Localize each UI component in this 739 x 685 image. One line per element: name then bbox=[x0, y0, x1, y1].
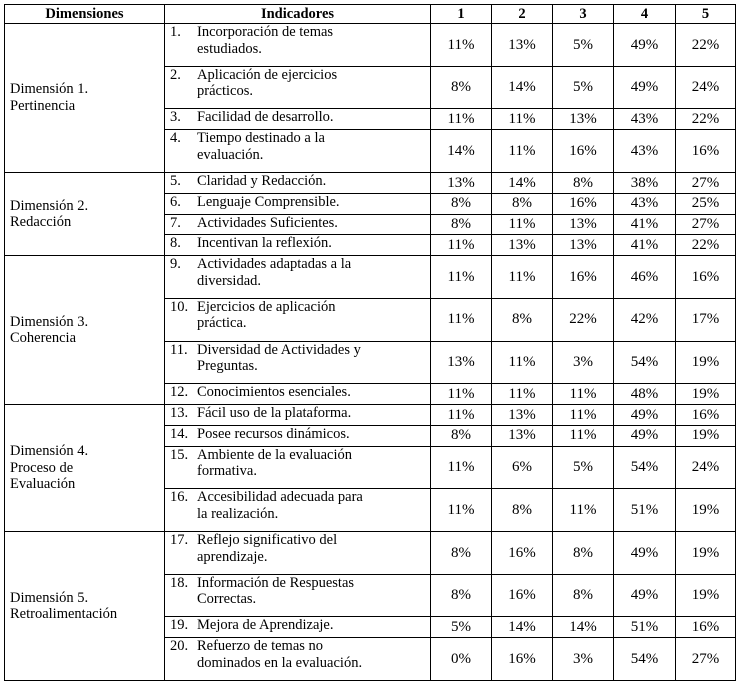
percentage-cell: 5% bbox=[431, 617, 492, 638]
indicator-text bbox=[197, 194, 425, 211]
percentage-cell: 16% bbox=[492, 532, 553, 575]
table-row bbox=[5, 256, 736, 299]
percentage-cell: 11% bbox=[492, 384, 553, 405]
table-row bbox=[5, 405, 736, 426]
header-cell: 1 bbox=[431, 5, 492, 24]
percentage-cell: 13% bbox=[553, 109, 614, 130]
indicator-number: 11. bbox=[170, 341, 188, 358]
percentage-cell: 11% bbox=[431, 384, 492, 405]
percentage-cell: 11% bbox=[492, 256, 553, 299]
percentage-cell: 8% bbox=[431, 425, 492, 446]
percentage-cell: 54% bbox=[614, 446, 676, 489]
percentage-cell: 3% bbox=[553, 638, 614, 681]
percentage-cell: 8% bbox=[553, 172, 614, 193]
indicator-number: 14. bbox=[170, 425, 189, 442]
indicator-text bbox=[197, 426, 425, 443]
dimension-label bbox=[5, 172, 165, 255]
indicator-text bbox=[197, 405, 425, 422]
indicator-text-line: evaluación. bbox=[197, 146, 264, 163]
indicator-number: 9. bbox=[170, 256, 181, 273]
percentage-cell: 13% bbox=[492, 425, 553, 446]
indicator-text-line: práctica. bbox=[197, 315, 247, 332]
table-body bbox=[5, 24, 736, 681]
indicator-text-line: Preguntas. bbox=[197, 358, 258, 374]
percentage-cell: 3% bbox=[553, 341, 614, 384]
indicator-text bbox=[197, 489, 425, 522]
table-row bbox=[5, 172, 736, 193]
percentage-cell: 14% bbox=[492, 617, 553, 638]
indicator-text-line: Actividades adaptadas a la bbox=[197, 256, 352, 273]
percentage-cell: 27% bbox=[676, 172, 736, 193]
percentage-cell: 49% bbox=[614, 405, 676, 426]
percentage-cell: 49% bbox=[614, 425, 676, 446]
indicator-text bbox=[197, 447, 425, 480]
indicator-text bbox=[197, 256, 425, 289]
indicator-text-line: Actividades Suficientes. bbox=[197, 214, 338, 231]
indicator-text-line: prácticos. bbox=[197, 83, 253, 100]
percentage-cell: 24% bbox=[676, 66, 736, 109]
percentage-cell: 22% bbox=[676, 24, 736, 67]
percentage-cell: 11% bbox=[553, 489, 614, 532]
percentage-cell: 11% bbox=[553, 384, 614, 405]
percentage-cell: 14% bbox=[553, 617, 614, 638]
percentage-cell: 54% bbox=[614, 638, 676, 681]
indicator-text-line: Información de Respuestas bbox=[197, 574, 355, 591]
indicator-cell bbox=[165, 130, 431, 173]
indicator-text bbox=[197, 532, 425, 565]
percentage-cell: 49% bbox=[614, 66, 676, 109]
indicator-text-line: Ambiente de la evaluación bbox=[197, 446, 353, 463]
percentage-cell: 6% bbox=[492, 446, 553, 489]
survey-results-table bbox=[4, 4, 736, 681]
indicator-cell bbox=[165, 109, 431, 130]
percentage-cell: 11% bbox=[492, 130, 553, 173]
percentage-cell: 8% bbox=[431, 66, 492, 109]
percentage-cell: 11% bbox=[492, 214, 553, 235]
indicator-cell bbox=[165, 532, 431, 575]
indicator-text-line: Reflejo significativo del bbox=[197, 532, 338, 548]
indicator-cell bbox=[165, 425, 431, 446]
indicator-text-line: Posee recursos dinámicos. bbox=[197, 425, 350, 442]
dimension-label-line: Retroalimentación bbox=[10, 606, 118, 622]
percentage-cell: 49% bbox=[614, 24, 676, 67]
percentage-cell: 19% bbox=[676, 489, 736, 532]
indicator-text-line: Diversidad de Actividades y bbox=[197, 341, 361, 358]
indicator-number: 10. bbox=[170, 298, 189, 315]
table-row bbox=[5, 532, 736, 575]
percentage-cell: 5% bbox=[553, 446, 614, 489]
percentage-cell: 11% bbox=[431, 256, 492, 299]
indicator-number: 6. bbox=[170, 193, 181, 210]
indicator-number: 12. bbox=[170, 384, 189, 401]
percentage-cell: 19% bbox=[676, 341, 736, 384]
dimension-label bbox=[5, 256, 165, 405]
percentage-cell: 16% bbox=[676, 405, 736, 426]
indicator-cell bbox=[165, 574, 431, 617]
percentage-cell: 13% bbox=[553, 214, 614, 235]
percentage-cell: 16% bbox=[676, 617, 736, 638]
indicator-text-line: Incorporación de temas bbox=[197, 24, 334, 40]
percentage-cell: 14% bbox=[492, 172, 553, 193]
percentage-cell: 16% bbox=[553, 193, 614, 214]
indicator-cell bbox=[165, 638, 431, 681]
indicator-text-line: Aplicación de ejercicios bbox=[197, 66, 338, 83]
percentage-cell: 43% bbox=[614, 109, 676, 130]
indicator-text bbox=[197, 215, 425, 232]
percentage-cell: 11% bbox=[492, 109, 553, 130]
percentage-cell: 19% bbox=[676, 532, 736, 575]
percentage-cell: 41% bbox=[614, 214, 676, 235]
percentage-cell: 13% bbox=[553, 235, 614, 256]
percentage-cell: 24% bbox=[676, 446, 736, 489]
percentage-cell: 11% bbox=[431, 405, 492, 426]
percentage-cell: 16% bbox=[676, 130, 736, 173]
indicator-cell bbox=[165, 617, 431, 638]
indicator-text bbox=[197, 130, 425, 163]
percentage-cell: 13% bbox=[431, 341, 492, 384]
percentage-cell: 8% bbox=[431, 574, 492, 617]
dimension-label bbox=[5, 532, 165, 681]
indicator-text-line: formativa. bbox=[197, 463, 257, 480]
indicator-cell bbox=[165, 298, 431, 341]
indicator-text-line: Facilidad de desarrollo. bbox=[197, 109, 334, 126]
dimension-label-line: Coherencia bbox=[10, 330, 77, 347]
indicator-text-line: Lenguaje Comprensible. bbox=[197, 193, 340, 210]
percentage-cell: 51% bbox=[614, 617, 676, 638]
indicator-text-line: diversidad. bbox=[197, 272, 262, 289]
indicator-number: 19. bbox=[170, 617, 189, 634]
percentage-cell: 43% bbox=[614, 130, 676, 173]
percentage-cell: 48% bbox=[614, 384, 676, 405]
percentage-cell: 11% bbox=[492, 341, 553, 384]
percentage-cell: 8% bbox=[553, 574, 614, 617]
percentage-cell: 14% bbox=[492, 66, 553, 109]
header-row bbox=[5, 5, 736, 24]
indicator-number: 7. bbox=[170, 214, 181, 231]
indicator-number: 4. bbox=[170, 130, 181, 147]
percentage-cell: 8% bbox=[492, 298, 553, 341]
dimension-label-line: Redacción bbox=[10, 214, 72, 230]
percentage-cell: 38% bbox=[614, 172, 676, 193]
dimension-label-line: Dimensión 4. bbox=[10, 443, 89, 460]
indicator-number: 5. bbox=[170, 172, 181, 189]
indicator-text bbox=[197, 299, 425, 332]
percentage-cell: 19% bbox=[676, 425, 736, 446]
dimension-label-line: Dimensión 2. bbox=[10, 197, 89, 214]
indicator-text-line: Refuerzo de temas no bbox=[197, 638, 324, 655]
indicator-text-line: Fácil uso de la plataforma. bbox=[197, 405, 352, 421]
indicator-text-line: Claridad y Redacción. bbox=[197, 172, 327, 189]
header-cell: Indicadores bbox=[165, 5, 431, 24]
indicator-number: 2. bbox=[170, 66, 181, 83]
percentage-cell: 46% bbox=[614, 256, 676, 299]
dimension-label-line: Pertinencia bbox=[10, 97, 76, 114]
indicator-cell bbox=[165, 446, 431, 489]
indicator-number: 16. bbox=[170, 489, 189, 506]
header-cell: 3 bbox=[553, 5, 614, 24]
indicator-cell bbox=[165, 66, 431, 109]
percentage-cell: 27% bbox=[676, 638, 736, 681]
percentage-cell: 19% bbox=[676, 384, 736, 405]
percentage-cell: 8% bbox=[431, 214, 492, 235]
percentage-cell: 16% bbox=[553, 130, 614, 173]
percentage-cell: 13% bbox=[492, 24, 553, 67]
indicator-cell bbox=[165, 341, 431, 384]
percentage-cell: 22% bbox=[553, 298, 614, 341]
indicator-text-line: Incentivan la reflexión. bbox=[197, 235, 332, 252]
indicator-text bbox=[197, 109, 425, 126]
indicator-cell bbox=[165, 405, 431, 426]
percentage-cell: 16% bbox=[492, 574, 553, 617]
percentage-cell: 41% bbox=[614, 235, 676, 256]
dimension-label-line: Dimensión 1. bbox=[10, 81, 89, 98]
indicator-text bbox=[197, 617, 425, 634]
indicator-text-line: aprendizaje. bbox=[197, 548, 268, 565]
percentage-cell: 16% bbox=[676, 256, 736, 299]
indicator-text-line: dominados en la evaluación. bbox=[197, 654, 363, 671]
percentage-cell: 22% bbox=[676, 235, 736, 256]
indicator-cell bbox=[165, 384, 431, 405]
percentage-cell: 11% bbox=[553, 425, 614, 446]
percentage-cell: 25% bbox=[676, 193, 736, 214]
percentage-cell: 49% bbox=[614, 574, 676, 617]
dimension-label-line: Dimensión 3. bbox=[10, 313, 89, 330]
percentage-cell: 19% bbox=[676, 574, 736, 617]
indicator-text-line: la realización. bbox=[197, 505, 279, 522]
indicator-text-line: Correctas. bbox=[197, 591, 257, 608]
table-row bbox=[5, 24, 736, 67]
percentage-cell: 8% bbox=[431, 193, 492, 214]
percentage-cell: 11% bbox=[431, 298, 492, 341]
percentage-cell: 8% bbox=[492, 193, 553, 214]
percentage-cell: 51% bbox=[614, 489, 676, 532]
indicator-text bbox=[197, 342, 425, 375]
indicator-cell bbox=[165, 256, 431, 299]
percentage-cell: 11% bbox=[431, 489, 492, 532]
percentage-cell: 13% bbox=[492, 235, 553, 256]
dimension-label bbox=[5, 24, 165, 173]
percentage-cell: 5% bbox=[553, 66, 614, 109]
indicator-text bbox=[197, 67, 425, 100]
dimension-label-line: Evaluación bbox=[10, 476, 76, 493]
indicator-text-line: estudiados. bbox=[197, 40, 262, 57]
percentage-cell: 0% bbox=[431, 638, 492, 681]
percentage-cell: 8% bbox=[492, 489, 553, 532]
indicator-cell bbox=[165, 193, 431, 214]
indicator-number: 18. bbox=[170, 574, 189, 591]
indicator-cell bbox=[165, 489, 431, 532]
indicator-text-line: Tiempo destinado a la bbox=[197, 130, 325, 147]
indicator-text bbox=[197, 173, 425, 190]
header-cell: 4 bbox=[614, 5, 676, 24]
percentage-cell: 42% bbox=[614, 298, 676, 341]
indicator-text bbox=[197, 24, 425, 57]
percentage-cell: 17% bbox=[676, 298, 736, 341]
indicator-text bbox=[197, 638, 425, 671]
indicator-text bbox=[197, 575, 425, 608]
percentage-cell: 13% bbox=[492, 405, 553, 426]
header-cell: 2 bbox=[492, 5, 553, 24]
percentage-cell: 49% bbox=[614, 532, 676, 575]
percentage-cell: 11% bbox=[431, 109, 492, 130]
percentage-cell: 8% bbox=[553, 532, 614, 575]
percentage-cell: 54% bbox=[614, 341, 676, 384]
indicator-text-line: Conocimientos esenciales. bbox=[197, 384, 351, 401]
indicator-text bbox=[197, 384, 425, 401]
indicator-text-line: Mejora de Aprendizaje. bbox=[197, 617, 334, 634]
dimension-label-line: Proceso de bbox=[10, 459, 74, 476]
percentage-cell: 16% bbox=[492, 638, 553, 681]
percentage-cell: 5% bbox=[553, 24, 614, 67]
indicator-number: 15. bbox=[170, 446, 189, 463]
percentage-cell: 11% bbox=[431, 446, 492, 489]
percentage-cell: 8% bbox=[431, 532, 492, 575]
indicator-cell bbox=[165, 235, 431, 256]
indicator-text-line: Accesibilidad adecuada para bbox=[197, 489, 363, 506]
percentage-cell: 16% bbox=[553, 256, 614, 299]
indicator-text-line: Ejercicios de aplicación bbox=[197, 298, 336, 315]
indicator-number: 8. bbox=[170, 235, 181, 252]
indicator-number: 1. bbox=[170, 24, 181, 40]
header-cell: 5 bbox=[676, 5, 736, 24]
dimension-label-line: Dimensión 5. bbox=[10, 589, 89, 606]
indicator-number: 3. bbox=[170, 109, 181, 126]
indicator-number: 17. bbox=[170, 532, 189, 548]
percentage-cell: 43% bbox=[614, 193, 676, 214]
percentage-cell: 27% bbox=[676, 214, 736, 235]
percentage-cell: 13% bbox=[431, 172, 492, 193]
percentage-cell: 22% bbox=[676, 109, 736, 130]
indicator-cell bbox=[165, 24, 431, 67]
percentage-cell: 11% bbox=[553, 405, 614, 426]
percentage-cell: 14% bbox=[431, 130, 492, 173]
indicator-text bbox=[197, 235, 425, 252]
percentage-cell: 11% bbox=[431, 24, 492, 67]
indicator-number: 13. bbox=[170, 405, 189, 421]
dimension-label bbox=[5, 405, 165, 532]
indicator-cell bbox=[165, 214, 431, 235]
percentage-cell: 11% bbox=[431, 235, 492, 256]
indicator-cell bbox=[165, 172, 431, 193]
indicator-number: 20. bbox=[170, 638, 189, 655]
header-cell: Dimensiones bbox=[5, 5, 165, 24]
